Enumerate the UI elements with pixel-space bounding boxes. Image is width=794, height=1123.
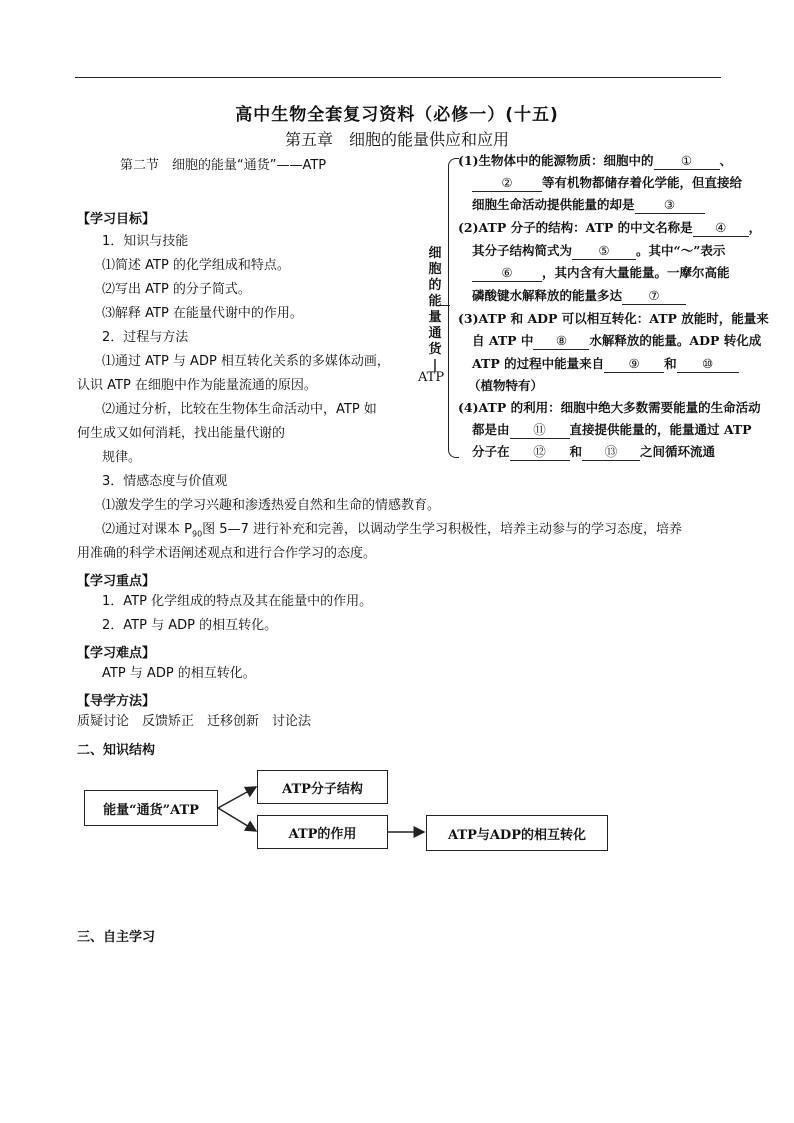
method-heading: 【导学方法】 <box>77 694 156 709</box>
atp-summary-panel <box>418 150 794 460</box>
p1-line-a: ⑴通过 ATP 与 ADP 相互转化关系的多媒体动画， <box>102 354 390 369</box>
diagram-node-conversion: ATP与ADP的相互转化 <box>426 815 608 851</box>
panel-line-1: (1)生物体中的能源物质：细胞中的 ① 、 <box>458 153 733 168</box>
k-item-3: ⑶解释 ATP 在能量代谢中的作用。 <box>102 306 303 321</box>
focus-item-2: 2．ATP 与 ADP 的相互转化。 <box>102 618 278 633</box>
panel-line-2: ② 等有机物都储存着化学能，但直接给 <box>472 175 742 192</box>
diagram-node-function: ATP的作用 <box>257 815 388 849</box>
e-item-1: ⑴激发学生的学习兴趣和渗透热爱自然和生命的情感教育。 <box>102 498 441 513</box>
vertical-label: 细 胞 的 能 量 通 货 | <box>428 246 442 373</box>
panel-line-10: ATP 的过程中能量来自 ⑨ 和 ⑩ <box>472 356 739 373</box>
panel-line-7: 磷酸键水解释放的能量多达 ⑦ <box>472 288 686 305</box>
panel-line-8: (3)ATP 和 ADP 可以相互转化：ATP 放能时，能量来 <box>458 311 769 326</box>
arrow-to-structure <box>218 787 256 808</box>
panel-line-12: (4)ATP 的利用：细胞中绝大多数需要能量的生命活动 <box>458 400 761 415</box>
panel-line-4: (2)ATP 分子的结构：ATP 的中文名称是 ④ ， <box>458 220 762 235</box>
e-item-3: 用准确的科学术语阐述观点和进行合作学习的态度。 <box>77 546 377 561</box>
self-study-heading: 三、自主学习 <box>77 930 156 945</box>
p2-line-a: ⑵通过分析，比较在生物体生命活动中，ATP 如 <box>102 402 377 417</box>
panel-line-13: 都是由 ⑪ 直接提供能量的，能量通过 ATP <box>472 422 752 437</box>
diagram-root-atp: 能量“通货”ATP <box>84 790 218 826</box>
e-item-2: ⑵通过对课本 $P_{90}$图 5—7 进行补充和完善，以调动学生学习积极性，培养主动参与的学习态度，培养 <box>102 522 682 539</box>
p2-line-b: 何生成又如何消耗，找出能量代谢的 <box>77 426 286 441</box>
chapter-subtitle: 第五章 细胞的能量供应和应用 <box>284 130 509 149</box>
panel-line-5: 其分子结构简式为 ⑤ 。其中“～”表示 <box>472 243 726 258</box>
panel-line-3: 细胞生命活动提供能量的却是 ③ <box>472 197 705 214</box>
k-item-1: ⑴简述 ATP 的化学组成和特点。 <box>102 258 290 273</box>
knowledge-skills-heading: 1．知识与技能 <box>102 234 189 249</box>
focus-heading: 【学习重点】 <box>77 574 156 589</box>
panel-line-11: （植物特有） <box>468 378 544 393</box>
knowledge-heading: 二、知识结构 <box>77 743 156 758</box>
vertical-atp-label: ATP <box>418 370 445 385</box>
p1-line-b: 认识 ATP 在细胞中作为能量流通的原因。 <box>77 378 317 393</box>
panel-line-6: ⑥ ，其内含有大量能量。一摩尔高能 <box>472 265 730 282</box>
objectives-heading: 【学习目标】 <box>77 212 156 227</box>
method-text: 质疑讨论 反馈矫正 迁移创新 讨论法 <box>77 714 312 729</box>
arrow-to-function <box>218 808 256 831</box>
section-line: 第二节 细胞的能量“通货”——ATP <box>120 158 327 173</box>
k-item-2: ⑵写出 ATP 的分子简式。 <box>102 282 251 297</box>
focus-item-1: 1．ATP 化学组成的特点及其在能量中的作用。 <box>102 594 373 609</box>
difficulty-text: ATP 与 ADP 的相互转化。 <box>102 666 256 681</box>
emotion-heading: 3．情感态度与价值观 <box>102 474 228 489</box>
panel-line-9: 自 ATP 中 ⑧ 水解释放的能量。ADP 转化成 <box>472 333 762 348</box>
diagram-node-structure: ATP分子结构 <box>257 770 388 804</box>
panel-line-14: 分子在 ⑫ 和 ⑬ 之间循环流通 <box>472 444 716 459</box>
difficulty-heading: 【学习难点】 <box>77 646 156 661</box>
process-heading: 2．过程与方法 <box>102 330 189 345</box>
p2-line-c: 规律。 <box>102 450 142 465</box>
page-title: 高中生物全套复习资料（必修一）(十五) <box>235 105 559 125</box>
